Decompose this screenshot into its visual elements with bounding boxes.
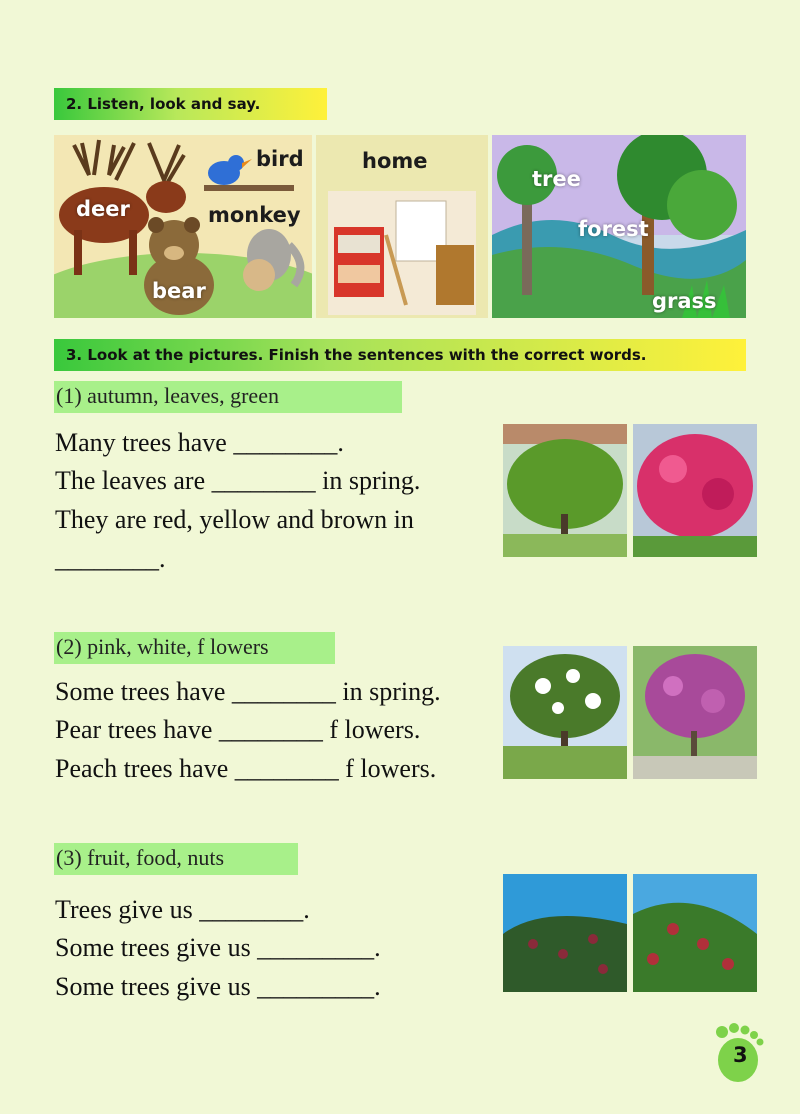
label-bird: bird [256, 147, 304, 171]
sentence-1-1: Many trees have ________. [55, 428, 344, 457]
fruit-tree-photo [633, 874, 757, 992]
label-monkey: monkey [208, 203, 301, 227]
section-3-heading: 3. Look at the pictures. Finish the sentences with the correct words. [54, 339, 746, 371]
label-grass: grass [652, 289, 717, 313]
label-bear: bear [152, 279, 206, 303]
label-forest: forest [578, 217, 649, 241]
nut-tree-photo [503, 874, 627, 992]
word-options-1: (1) autumn, leaves, green [54, 381, 402, 413]
animals-picture [54, 135, 312, 318]
label-deer: deer [76, 197, 130, 221]
sentence-1-3: They are red, yellow and brown in [55, 505, 414, 534]
label-tree: tree [532, 167, 581, 191]
label-home: home [362, 149, 428, 173]
page-number: 3 [733, 1043, 748, 1067]
sentence-2-2: Pear trees have ________ f lowers. [55, 715, 421, 744]
word-options-2: (2) pink, white, f lowers [54, 632, 335, 664]
sentence-3-2: Some trees give us _________. [55, 933, 381, 962]
sentence-3-1: Trees give us ________. [55, 895, 310, 924]
sentence-2-1: Some trees have ________ in spring. [55, 677, 441, 706]
word-options-3: (3) fruit, food, nuts [54, 843, 298, 875]
white-blossom-tree-photo [503, 646, 627, 779]
pink-tree-photo [633, 424, 757, 557]
home-picture [316, 135, 488, 318]
sentence-1-4: ________. [55, 544, 166, 573]
green-tree-photo [503, 424, 627, 557]
monkey-illustration [243, 229, 300, 291]
peach-blossom-tree-photo [633, 646, 757, 779]
sentence-2-3: Peach trees have ________ f lowers. [55, 754, 437, 783]
section-2-heading: 2. Listen, look and say. [54, 88, 327, 120]
forest-picture [492, 135, 746, 318]
sentence-3-3: Some trees give us _________. [55, 972, 381, 1001]
sentence-1-2: The leaves are ________ in spring. [55, 466, 421, 495]
